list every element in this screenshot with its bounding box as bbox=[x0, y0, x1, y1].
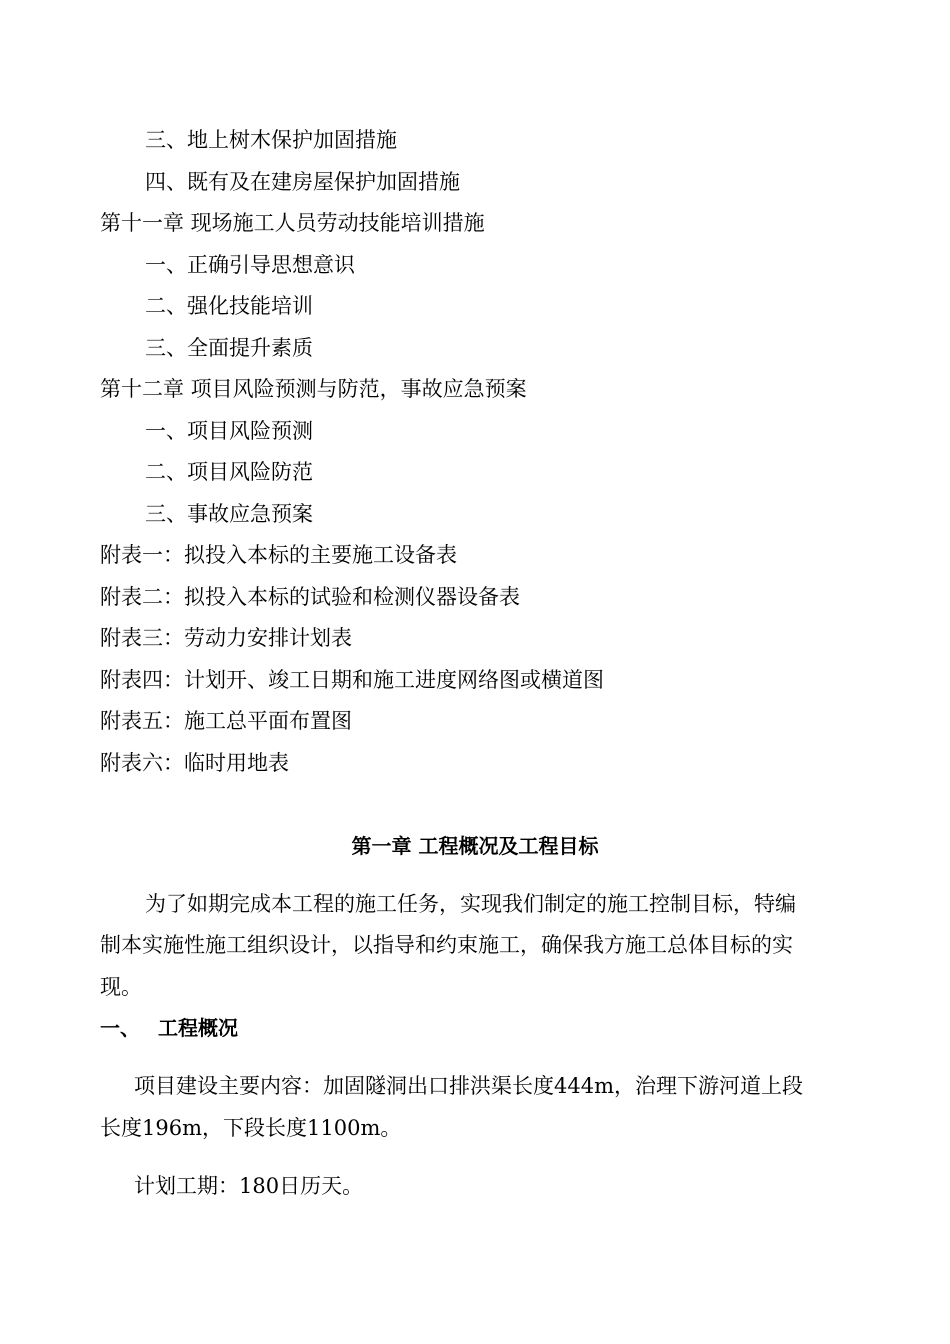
appendix-item: 附表五：施工总平面布置图 bbox=[100, 709, 352, 733]
appendix-item: 附表三：劳动力安排计划表 bbox=[100, 626, 352, 650]
toc-item: 三、全面提升素质 bbox=[145, 336, 313, 360]
intro-paragraph-line: 为了如期完成本工程的施工任务，实现我们制定的施工控制目标，特编 bbox=[145, 892, 796, 916]
toc-chapter-item: 第十一章 现场施工人员劳动技能培训措施 bbox=[100, 211, 485, 235]
toc-item: 一、正确引导思想意识 bbox=[145, 253, 355, 277]
toc-item: 三、地上树木保护加固措施 bbox=[145, 128, 397, 152]
intro-paragraph-line: 现。 bbox=[100, 975, 142, 999]
chapter-title: 第一章 工程概况及工程目标 bbox=[351, 834, 599, 858]
content-paragraph-line: 长度196m，下段长度1100m。 bbox=[100, 1116, 402, 1140]
toc-item: 二、强化技能培训 bbox=[145, 294, 313, 318]
toc-item: 一、项目风险预测 bbox=[145, 419, 313, 443]
toc-item: 四、既有及在建房屋保护加固措施 bbox=[145, 170, 460, 194]
schedule-line: 计划工期：180日历天。 bbox=[134, 1174, 364, 1198]
appendix-item: 附表六：临时用地表 bbox=[100, 751, 289, 775]
intro-paragraph-line: 制本实施性施工组织设计，以指导和约束施工，确保我方施工总体目标的实 bbox=[100, 933, 793, 957]
toc-item: 二、项目风险防范 bbox=[145, 460, 313, 484]
section-title: 工程概况 bbox=[158, 1016, 238, 1040]
appendix-item: 附表二：拟投入本标的试验和检测仪器设备表 bbox=[100, 585, 520, 609]
section-heading bbox=[100, 1014, 238, 1042]
section-number: 一、 bbox=[100, 1016, 140, 1040]
toc-chapter-item: 第十二章 项目风险预测与防范，事故应急预案 bbox=[100, 377, 527, 401]
toc-item: 三、事故应急预案 bbox=[145, 502, 313, 526]
appendix-item: 附表一：拟投入本标的主要施工设备表 bbox=[100, 543, 457, 567]
content-paragraph-line: 项目建设主要内容：加固隧洞出口排洪渠长度444m，治理下游河道上段 bbox=[134, 1074, 803, 1098]
appendix-item: 附表四：计划开、竣工日期和施工进度网络图或横道图 bbox=[100, 668, 604, 692]
